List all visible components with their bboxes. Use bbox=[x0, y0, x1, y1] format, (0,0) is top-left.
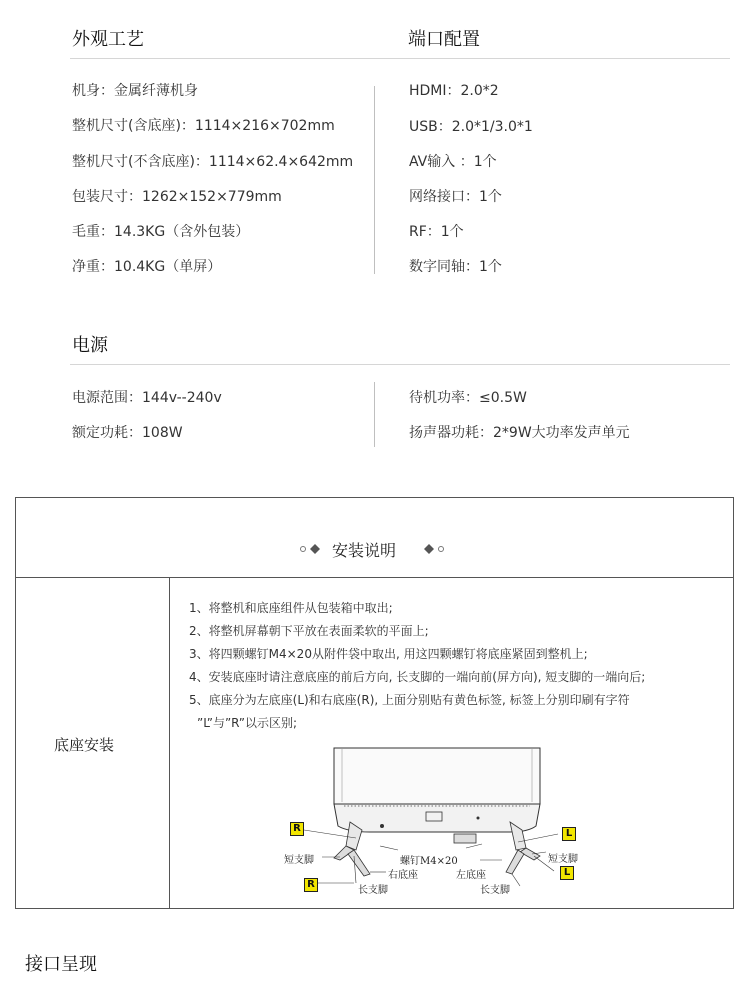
label-l-icon: L bbox=[562, 827, 576, 841]
column-divider bbox=[374, 86, 375, 274]
divider bbox=[70, 58, 730, 59]
install-step: 1、将整机和底座组件从包装箱中取出; bbox=[189, 601, 393, 615]
stand-diagram bbox=[270, 746, 600, 898]
left-base-label: 左底座 bbox=[456, 870, 486, 881]
table-divider bbox=[15, 577, 734, 578]
long-leg-label: 长支脚 bbox=[480, 885, 510, 896]
label-r-icon: R bbox=[304, 878, 318, 892]
port-hdmi: HDMI：2.0*2 bbox=[409, 83, 499, 99]
interface-title: 接口呈现 bbox=[25, 954, 97, 975]
spec-power-range: 电源范围：144v--240v bbox=[72, 390, 222, 406]
column-divider bbox=[374, 382, 375, 447]
spec-net-weight: 净重：10.4KG（单屏） bbox=[72, 259, 222, 275]
spec-body: 机身：金属纤薄机身 bbox=[72, 83, 198, 99]
table-divider bbox=[169, 577, 170, 908]
install-row-label: 底座安装 bbox=[54, 736, 115, 754]
install-step: 3、将四颗螺钉M4×20从附件袋中取出, 用这四颗螺钉将底座紧固到整机上; bbox=[189, 647, 588, 661]
divider bbox=[70, 364, 730, 365]
install-title: 安装说明 bbox=[332, 541, 397, 560]
install-heading bbox=[298, 537, 448, 561]
tv-back-illustration bbox=[270, 746, 600, 898]
right-base-label: 右底座 bbox=[388, 870, 418, 881]
spec-package-size: 包装尺寸：1262×152×779mm bbox=[72, 189, 282, 205]
port-rf: RF：1个 bbox=[409, 224, 464, 240]
spec-rated-power: 额定功耗：108W bbox=[72, 425, 183, 441]
power-title: 电源 bbox=[72, 335, 108, 356]
install-step: 4、安装底座时请注意底座的前后方向, 长支脚的一端向前(屏方向), 短支脚的一端向后; bbox=[189, 670, 646, 684]
install-step: 2、将整机屏幕朝下平放在表面柔软的平面上; bbox=[189, 624, 429, 638]
spec-size-without-stand: 整机尺寸(不含底座)：1114×62.4×642mm bbox=[72, 154, 354, 170]
port-network: 网络接口：1个 bbox=[409, 189, 502, 205]
port-coaxial: 数字同轴：1个 bbox=[409, 259, 502, 275]
port-av: AV输入 ：1个 bbox=[409, 154, 497, 170]
install-step: ”L”与”R”以示区别; bbox=[197, 716, 298, 730]
spec-gross-weight: 毛重：14.3KG（含外包装） bbox=[72, 224, 250, 240]
short-leg-label: 短支脚 bbox=[548, 854, 578, 865]
screw-label: 螺钉M4×20 bbox=[400, 856, 458, 867]
ornament-left-icon bbox=[298, 541, 324, 557]
spec-size-with-stand: 整机尺寸(含底座)：1114×216×702mm bbox=[72, 118, 335, 134]
appearance-title: 外观工艺 bbox=[72, 29, 144, 50]
spec-speaker-power: 扬声器功耗：2*9W大功率发声单元 bbox=[409, 425, 630, 441]
short-leg-label: 短支脚 bbox=[284, 855, 314, 866]
ornament-right-icon bbox=[420, 541, 446, 557]
ports-title: 端口配置 bbox=[408, 29, 480, 50]
label-r-icon: R bbox=[290, 822, 304, 836]
port-usb: USB：2.0*1/3.0*1 bbox=[409, 119, 533, 135]
long-leg-label: 长支脚 bbox=[358, 885, 388, 896]
label-l-icon: L bbox=[560, 866, 574, 880]
spec-standby-power: 待机功率：≤0.5W bbox=[409, 390, 527, 406]
install-step: 5、底座分为左底座(L)和右底座(R), 上面分别贴有黄色标签, 标签上分别印刷有字符 bbox=[189, 693, 630, 707]
